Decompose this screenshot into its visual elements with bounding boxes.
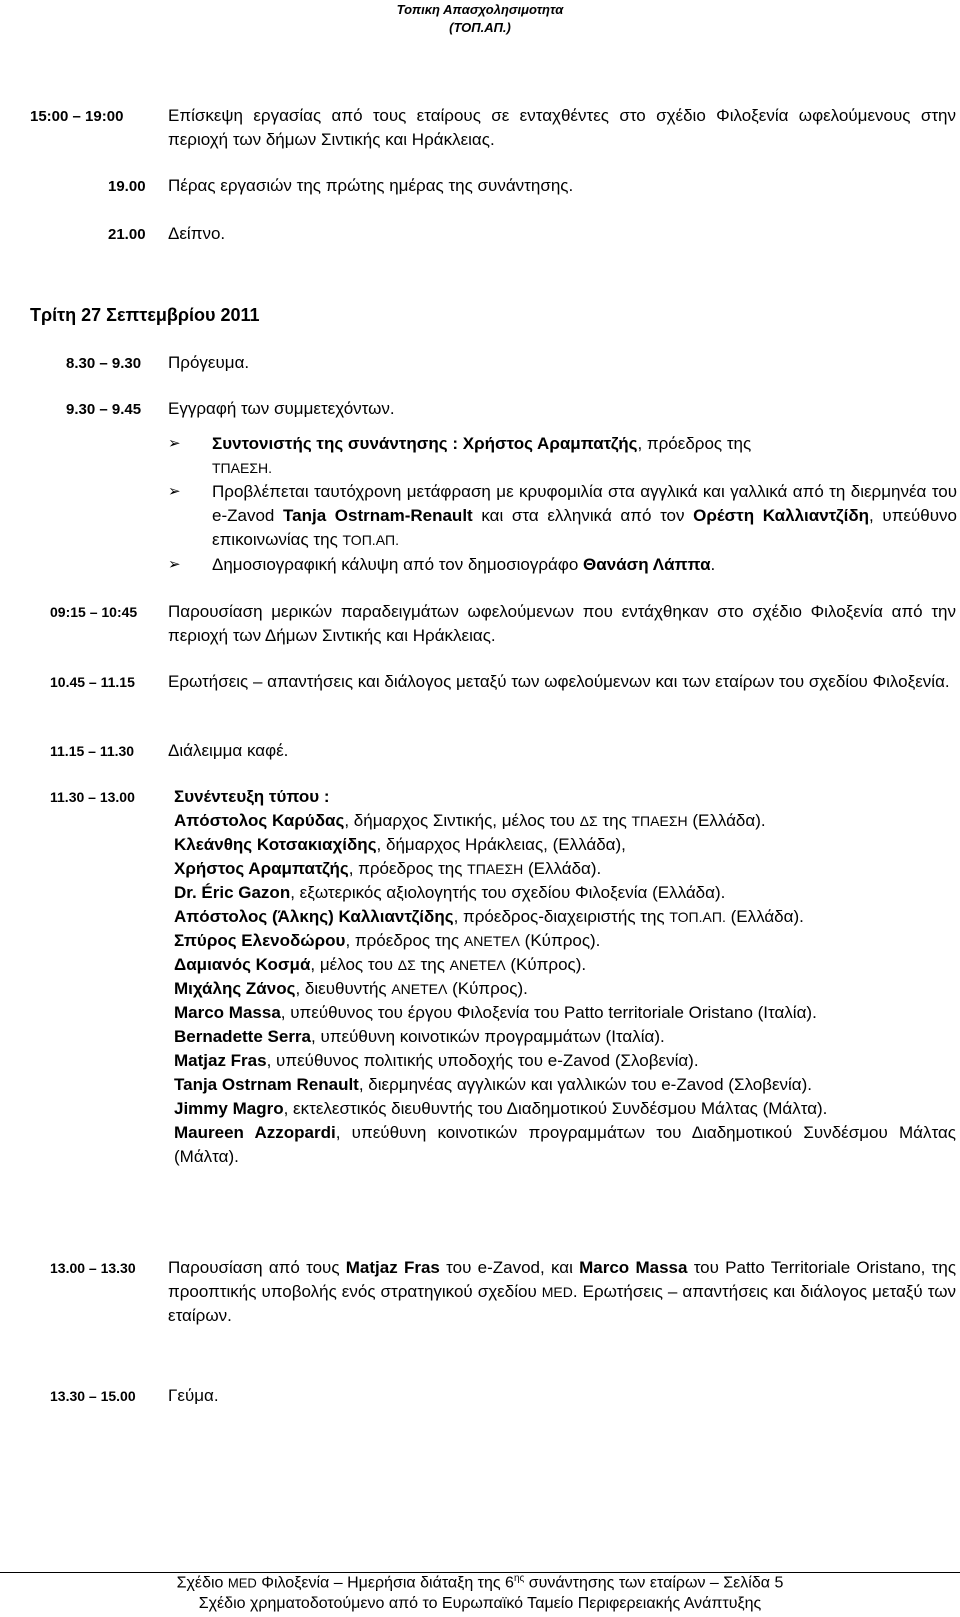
- time-slot: 15:00 – 19:00: [30, 108, 124, 125]
- agenda-item: Εγγραφή των συμμετεχόντων.: [168, 399, 395, 418]
- time-slot: 11.15 – 11.30: [50, 743, 135, 759]
- arrow-bullet-icon: ➢: [168, 435, 181, 452]
- participant: Bernadette Serra, υπεύθυνη κοινοτικών προγραμμάτων (Ιταλία).: [174, 1027, 665, 1046]
- agenda-item: Δείπνο.: [168, 224, 226, 243]
- participant: Maureen Azzopardi, υπεύθυνη κοινοτικών προγραμμάτων του Διαδημοτικού Συνδέσμου Μάλτας (Μάλτα).: [174, 1123, 956, 1166]
- agenda-item: Διάλειμμα καφέ.: [168, 741, 289, 760]
- participant: Απόστολος (Άλκης) Καλλιαντζίδης, πρόεδρος-διαχειριστής της ΤΟΠ.ΑΠ. (Ελλάδα).: [174, 907, 804, 926]
- participant: Jimmy Magro, εκτελεστικός διευθυντής του Διαδημοτικού Συνδέσμου Μάλτας (Μάλτα).: [174, 1099, 828, 1118]
- agenda-item: Γεύμα.: [168, 1386, 219, 1405]
- time-slot: 11.30 – 13.00: [50, 789, 135, 805]
- participant: Tanja Ostrnam Renault, διερμηνέας αγγλικών και γαλλικών του e-Zavod (Σλοβενία).: [174, 1075, 813, 1094]
- agenda-item: Παρουσίαση μερικών παραδειγμάτων ωφελούμενων που εντάχθηκαν στο σχέδιο Φιλοξενία από την περιοχή των Δήμων Σιντικής και Ηράκλειας.: [168, 602, 956, 645]
- bullet-translation: Προβλέπεται ταυτόχρονη μετάφραση με κρυφομιλία στα αγγλικά και γαλλικά από τη διερμηνέα του e-Zavod Tanja Ostrnam-Renault και στα ελληνικά από τον Ορέστη Καλλιαντζίδη, υπεύθυνο επικοινωνίας της ΤΟΠ.ΑΠ.: [212, 482, 958, 549]
- participant: Σπύρος Ελενοδώρου, πρόεδρος της ΑΝΕΤΕΛ (Κύπρος).: [174, 931, 601, 950]
- participant: Χρήστος Αραμπατζής, πρόεδρος της ΤΠΑΕΣΗ (Ελλάδα).: [174, 859, 602, 878]
- time-slot: 13.00 – 13.30: [50, 1260, 136, 1276]
- press-conference-title: Συνέντευξη τύπου :: [174, 787, 330, 806]
- agenda-item: Παρουσίαση από τους Matjaz Fras του e-Zavod, και Marco Massa του Patto Territoriale Oristano, της προοπτικής υποβολής ενός στρατηγικού σχεδίου MED. Ερωτήσεις – απαντήσεις και διάλογος μεταξύ των εταίρων.: [168, 1258, 957, 1325]
- agenda-item: Επίσκεψη εργασίας από τους εταίρους σε ενταχθέντες στο σχέδιο Φιλοξενία ωφελούμενους στην περιοχή των δήμων Σιντικής και Ηράκλειας.: [168, 106, 956, 149]
- bullet-coordinator: Συντονιστής της συνάντησης : Χρήστος Αραμπατζής, πρόεδρος της ΤΠΑΕΣΗ.: [212, 434, 752, 476]
- participant: Μιχάλης Ζάνος, διευθυντής ΑΝΕΤΕΛ (Κύπρος).: [174, 979, 528, 998]
- time-slot: 21.00: [108, 226, 146, 243]
- document-header-abbrev: (ΤΟΠ.ΑΠ.): [449, 20, 511, 35]
- footer-line-2: Σχέδιο χρηματοδοτούμενο από το Ευρωπαϊκό Ταμείο Περιφερειακής Ανάπτυξης: [198, 1595, 762, 1612]
- participant: Κλεάνθης Κοτσακιαχίδης, δήμαρχος Ηράκλειας, (Ελλάδα),: [174, 835, 626, 854]
- bullet-press-coverage: Δημοσιογραφική κάλυψη από τον δημοσιογράφο Θανάση Λάππα.: [212, 555, 716, 574]
- day-heading: Τρίτη 27 Σεπτεμβρίου 2011: [30, 305, 260, 325]
- agenda-item: Πρόγευμα.: [168, 353, 250, 372]
- arrow-bullet-icon: ➢: [168, 483, 181, 500]
- agenda-item: Ερωτήσεις – απαντήσεις και διάλογος μεταξύ των ωφελούμενων και των εταίρων του σχεδίου Φιλοξενία.: [168, 672, 950, 691]
- arrow-bullet-icon: ➢: [168, 556, 181, 573]
- agenda-item: Πέρας εργασιών της πρώτης ημέρας της συνάντησης.: [168, 176, 574, 195]
- participant: Matjaz Fras, υπεύθυνος πολιτικής υποδοχής του e-Zavod (Σλοβενία).: [174, 1051, 699, 1070]
- time-slot: 10.45 – 11.15: [50, 674, 135, 690]
- participant: Marco Massa, υπεύθυνος του έργου Φιλοξενία του Patto territoriale Oristano (Ιταλία).: [174, 1003, 817, 1022]
- time-slot: 09:15 – 10:45: [50, 604, 138, 620]
- time-slot: 19.00: [108, 178, 146, 195]
- time-slot: 8.30 – 9.30: [66, 355, 142, 372]
- footer-line-1: Σχέδιο MED Φιλοξενία – Ημερήσια διάταξη της $6^{\eta\varsigma}$ συνάντησης των εταίρων – Σελίδα 5: [176, 1573, 784, 1592]
- participant: Απόστολος Καρύδας, δήμαρχος Σιντικής, μέλος του ΔΣ της ΤΠΑΕΣΗ (Ελλάδα).: [174, 811, 766, 830]
- participants-list: [174, 809, 956, 1169]
- time-slot: 9.30 – 9.45: [66, 401, 142, 418]
- document-header-title: Τοπικη Απασχολησιμοτητα: [396, 2, 564, 17]
- participant: Δαμιανός Κοσμά, μέλος του ΔΣ της ΑΝΕΤΕΛ (Κύπρος).: [174, 955, 587, 974]
- time-slot: 13.30 – 15.00: [50, 1388, 136, 1404]
- participant: Dr. Éric Gazon, εξωτερικός αξιολογητής του σχεδίου Φιλοξενία (Ελλάδα).: [174, 883, 726, 902]
